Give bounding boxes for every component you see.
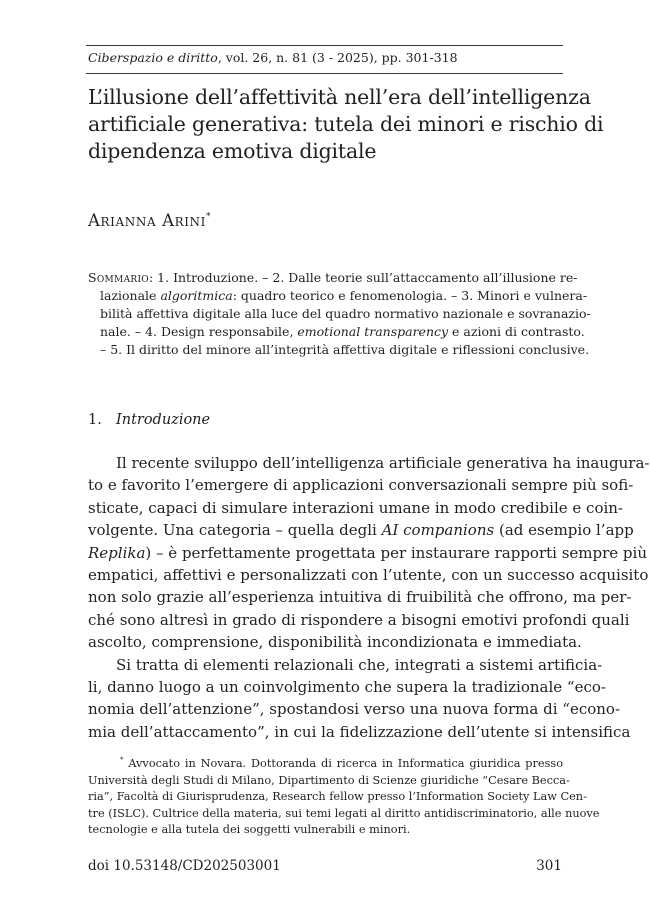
header-bottom-rule [86, 73, 563, 74]
summary-text-italic: algoritmica [160, 288, 233, 303]
summary-text: lazionale [100, 288, 161, 303]
summary-block [88, 269, 591, 359]
summary-text: : 1. Introduzione. – 2. Dalle teorie sull’attaccamento all’illusione re- [148, 270, 578, 285]
body-text-run: volgente. Una categoria – quella degli [88, 521, 382, 540]
author-footnote-mark: * [206, 212, 211, 222]
body-line: li, danno luogo a un coinvolgimento che supera la tradizionale “eco- [88, 678, 606, 697]
body-line: sticate, capaci di simulare interazioni umane in modo credibile e coin- [88, 498, 624, 517]
body-text-italic: Replika [88, 543, 146, 562]
body-line [88, 542, 647, 564]
body-line: mia dell’attaccamento”, in cui la fidelizzazione dell’utente si intensifica [88, 722, 631, 741]
body-line: non solo grazie all’esperienza intuitiva di fruibilità che offrono, ma per- [88, 588, 632, 607]
summary-line [88, 287, 588, 305]
doi-identifier: doi 10.53148/CD202503001 [88, 858, 281, 874]
title-line: L’illusione dell’affettività nell’era dell’intelligenza [88, 85, 591, 109]
footnote-line: tecnologie e alla tutela dei soggetti vulnerabili e minori. [88, 823, 411, 837]
journal-volume-info: , vol. 26, n. 81 (3 - 2025), pp. 301-318 [217, 50, 458, 65]
article-title [88, 84, 604, 165]
summary-line [88, 323, 585, 341]
title-line: artificiale generativa: tutela dei minori e rischio di [88, 112, 604, 136]
body-line: empatici, affettivi e personalizzati con l’utente, con un successo acquisito [88, 566, 649, 585]
author-name-text: Arianna Arini [88, 211, 206, 230]
summary-text: e azioni di contrasto. [448, 324, 585, 339]
footnote-line [88, 752, 563, 773]
footnote-line: ria”, Facoltà di Giurisprudenza, Research fellow presso l’Information Society Law Cen- [88, 790, 587, 804]
body-text [88, 452, 650, 743]
body-text-run: (ad esempio l’app [494, 521, 634, 540]
footnote-line: Università degli Studi di Milano, Dipartimento di Scienze giuridiche “Cesare Becca- [88, 773, 570, 787]
body-text-italic: AI companions [381, 521, 495, 540]
summary-line [88, 269, 578, 287]
section-title: Introduzione [116, 412, 211, 428]
title-line: dipendenza emotiva digitale [88, 139, 377, 163]
footnote [88, 752, 600, 839]
summary-text: : quadro teorico e fenomenologia. – 3. Minori e vulnera- [232, 288, 588, 303]
summary-text: nale. – 4. Design responsabile, [100, 324, 298, 339]
body-line: Si tratta di elementi relazionali che, integrati a sistemi artificia- [116, 655, 603, 674]
page-number: 301 [536, 858, 562, 874]
body-line: ché sono altresì in grado di rispondere a bisogni emotivi profondi quali [88, 610, 630, 629]
footnote-text: Avvocato in Novara. Dottoranda di ricerca in Informatica giuridica presso [123, 757, 563, 770]
summary-label: Sommario [88, 270, 149, 285]
body-line: Il recente sviluppo dell’intelligenza artificiale generativa ha inaugura- [116, 454, 650, 472]
header-top-rule [86, 45, 563, 46]
body-text-run: ) – è perfettamente progettata per instaurare rapporti sempre più [145, 543, 647, 562]
summary-line: bilità affettiva digitale alla luce del quadro normativo nazionale e sovranazio- [100, 306, 591, 321]
journal-name: Ciberspazio e diritto [88, 50, 218, 65]
body-line: ascolto, comprensione, disponibilità incondizionata e immediata. [88, 633, 582, 652]
journal-citation [88, 50, 563, 66]
body-line: to e favorito l’emergere di applicazioni conversazionali sempre più sofi- [88, 476, 634, 495]
summary-line: – 5. Il diritto del minore all’integrità affettiva digitale e riflessioni conclusive. [100, 342, 590, 357]
footnote-line: tre (ISLC). Cultrice della materia, sui temi legati al diritto antidiscriminatorio, alle nuove [88, 806, 600, 820]
author-name [88, 207, 211, 231]
body-line: nomia dell’attenzione”, spostandosi verso una nuova forma di “econo- [88, 700, 621, 719]
section-heading [88, 411, 210, 429]
section-number: 1. [88, 412, 102, 428]
summary-text-italic: emotional transparency [297, 324, 449, 339]
body-line [88, 519, 634, 541]
footnote-mark: * [120, 756, 124, 764]
